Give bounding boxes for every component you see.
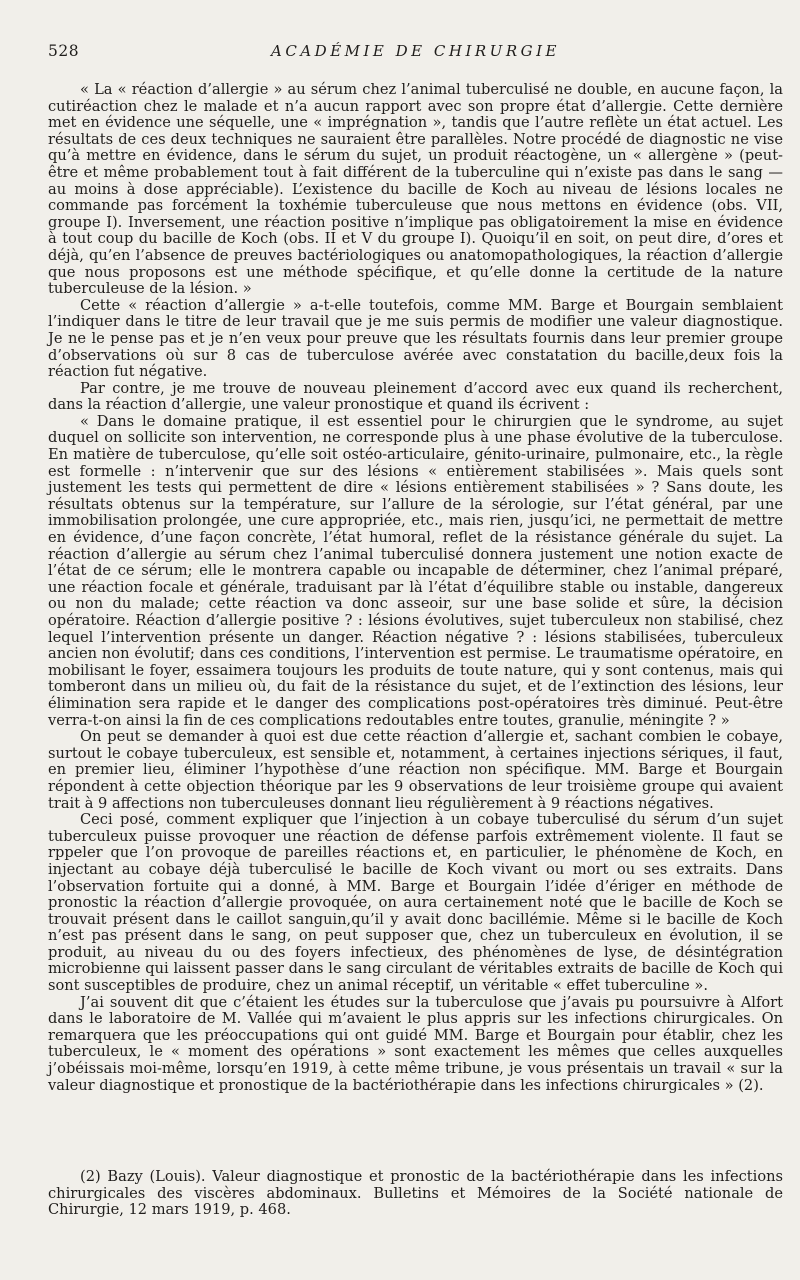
paragraph: On peut se demander à quoi est due cette réaction d’allergie et, sachant combien le cobaye, surtout le cobaye tuberculeux, est sensible et, notamment, à certaines injections sériques, il faut, en premier lieu, éliminer l’hypothèse d’une réaction non spécifique. MM. Barge et Bourgain répondent à cette objection théorique par les 9 observations de leur troisième groupe qui avaient trait à 9 affections non tuberculeuses donnant lieu régulièrement à 9 réactions négatives. [48,728,783,812]
running-title: ACADÉMIE DE CHIRURGIE [271,42,560,60]
paragraph: Par contre, je me trouve de nouveau pleinement d’accord avec eux quand ils recherchent, dans la réaction d’allergie, une valeur pronostique et quand ils écrivent : [48,379,783,414]
page-number: 528 [48,42,80,60]
footnote-text: (2) Bazy (Louis). Valeur diagnostique et pronostic de la bactériothérapie dans les infections chirurgicales des viscères abdominaux. Bulletins et Mémoires de la Société nationale de Chirurgie, 12 mars 1919, p. 468. [48,1168,783,1219]
page-header [48,42,783,66]
paragraph: Cette « réaction d’allergie » a-t-elle toutefois, comme MM. Barge et Bourgain semblaient l’indiquer dans le titre de leur travail que je me suis permis de modifier une valeur diagnostique. Je ne le pense pas et je n’en veux pour preuve que les résultats fournis dans leur premier groupe d’observations où sur 8 cas de tuberculose avérée avec constatation du bacille,deux fois la réaction fut négative. [48,296,783,381]
paragraph: « Dans le domaine pratique, il est essentiel pour le chirurgien que le syndrome, au sujet duquel on sollicite son intervention, ne corresponde plus à une phase évolutive de la tuberculose. En matière de tuberculose, qu’elle soit ostéo-articulaire, génito-urinaire, pulmonaire, etc., la règle est formelle : n’intervenir que sur des lésions « entièrement stabilisées ». Mais quels sont justement les tests qui permettent de dire « lésions entièrement stabilisées » ? Sans doute, les résultats obtenus sur la température, sur l’allure de la sérologie, sur l’état général, par une immobilisation prolongée, une cure appropriée, etc., mais rien, jusqu’ici, ne permettait de mettre en évidence, d’une façon concrète, l’état humoral, reflet de la résistance générale du sujet. La réaction d’allergie au sérum chez l’animal tuberculisé donnera justement une notion exacte de l’état de ce sérum; elle le montrera capable ou incapable de déterminer, chez l’animal préparé, une réaction focale et générale, traduisant par là l’état d’équilibre stable ou instable, dangereux ou non du malade; cette réaction va donc asseoir, sur une base solide et sûre, la décision opératoire. Réaction d’allergie positive ? : lésions évolutives, sujet tuberculeux non stabilisé, chez lequel l’intervention présente un danger. Réaction négative ? : lésions stabilisées, tuberculeux ancien non évolutif; dans ces conditions, l’intervention est permise. Le traumatisme opératoire, en mobilisant le foyer, essaimera toujours les produits de toute nature, qui y sont contenus, mais qui tomberont dans un milieu où, du fait de la résistance du sujet, et de l’extinction des lésions, leur élimination sera rapide et le danger des complications post-opératoires très diminué. Peut-être verra-t-on ainsi la fin de ces complications redoutables entre toutes, granulie, méningite ? » [48,412,783,729]
paragraph: Ceci posé, comment expliquer que l’injection à un cobaye tuberculisé du sérum d’un sujet tuberculeux puisse provoquer une réaction de défense parfois extrêmement violente. Il faut se rppeler que l’on provoque de pareilles réactions et, en particulier, le phénomène de Koch, en injectant au cobaye déjà tuberculisé le bacille de Koch vivant ou mort ou ses extraits. Dans l’observation fortuite qui a donné, à MM. Barge et Bourgain l’idée d’ériger en méthode de pronostic la réaction d’allergie provoquée, on aura certainement noté que le bacille de Koch se trouvait présent dans le caillot sanguin,qu’il y avait donc bacillémie. Même si le bacille de Koch n’est pas présent dans le sang, on peut supposer que, chez un tuberculeux en évolution, il se produit, au niveau du ou des foyers infectieux, des phénomènes de lyse, de désintégration microbienne qui laissent passer dans le sang circulant de véritables extraits de bacille de Koch qui sont susceptibles de produire, chez un animal réceptif, un véritable « effet tuberculine ». [48,811,783,995]
body-text [48,82,783,1094]
paragraph: « La « réaction d’allergie » au sérum chez l’animal tuberculisé ne double, en aucune façon, la cutiréaction chez le malade et n’a aucun rapport avec son propre état d’allergie. Cette dernière met en évidence une séquelle, une « imprégnation », tandis que l’autre reflète un état actuel. Les résultats de ces deux techniques ne sauraient être parallèles. Notre procédé de diagnostic ne vise qu’à mettre en évidence, dans le sérum du sujet, un produit réactogène, un « allergène » (peut-être et même probablement tout à fait différent de la tuberculine qui n’existe pas dans le sang — au moins à dose appréciable). L’existence du bacille de Koch au niveau de lésions locales ne commande pas forcément la toxhémie tuberculeuse que nous mettons en évidence (obs. VII, groupe I). Inversement, une réaction positive n’implique pas obligatoirement la mise en évidence à tout coup du bacille de Koch (obs. II et V du groupe I). Quoiqu’il en soit, on peut dire, d’ores et déjà, qu’en l’absence de preuves bactériologiques ou anatomopathologiques, la réaction d’allergie que nous proposons est une méthode spécifique, et qu’elle donne la certitude de la nature tuberculeuse de la lésion. » [48,81,783,298]
paragraph: J’ai souvent dit que c’étaient les études sur la tuberculose que j’avais pu poursuivre à Alfort dans le laboratoire de M. Vallée qui m’avaient le plus appris sur les infections chirurgicales. On remarquera que les préoccupations qui ont guidé MM. Barge et Bourgain pour établir, chez les tuberculeux, le « moment des opérations » sont exactement les mêmes que celles auxquelles j’obéissais moi-même, lorsqu’en 1919, à cette même tribune, je vous présentais un travail « sur la valeur diagnostique et pronostique de la bactériothérapie dans les infections chirurgicales » (2). [48,993,783,1094]
footnote [48,1169,783,1219]
